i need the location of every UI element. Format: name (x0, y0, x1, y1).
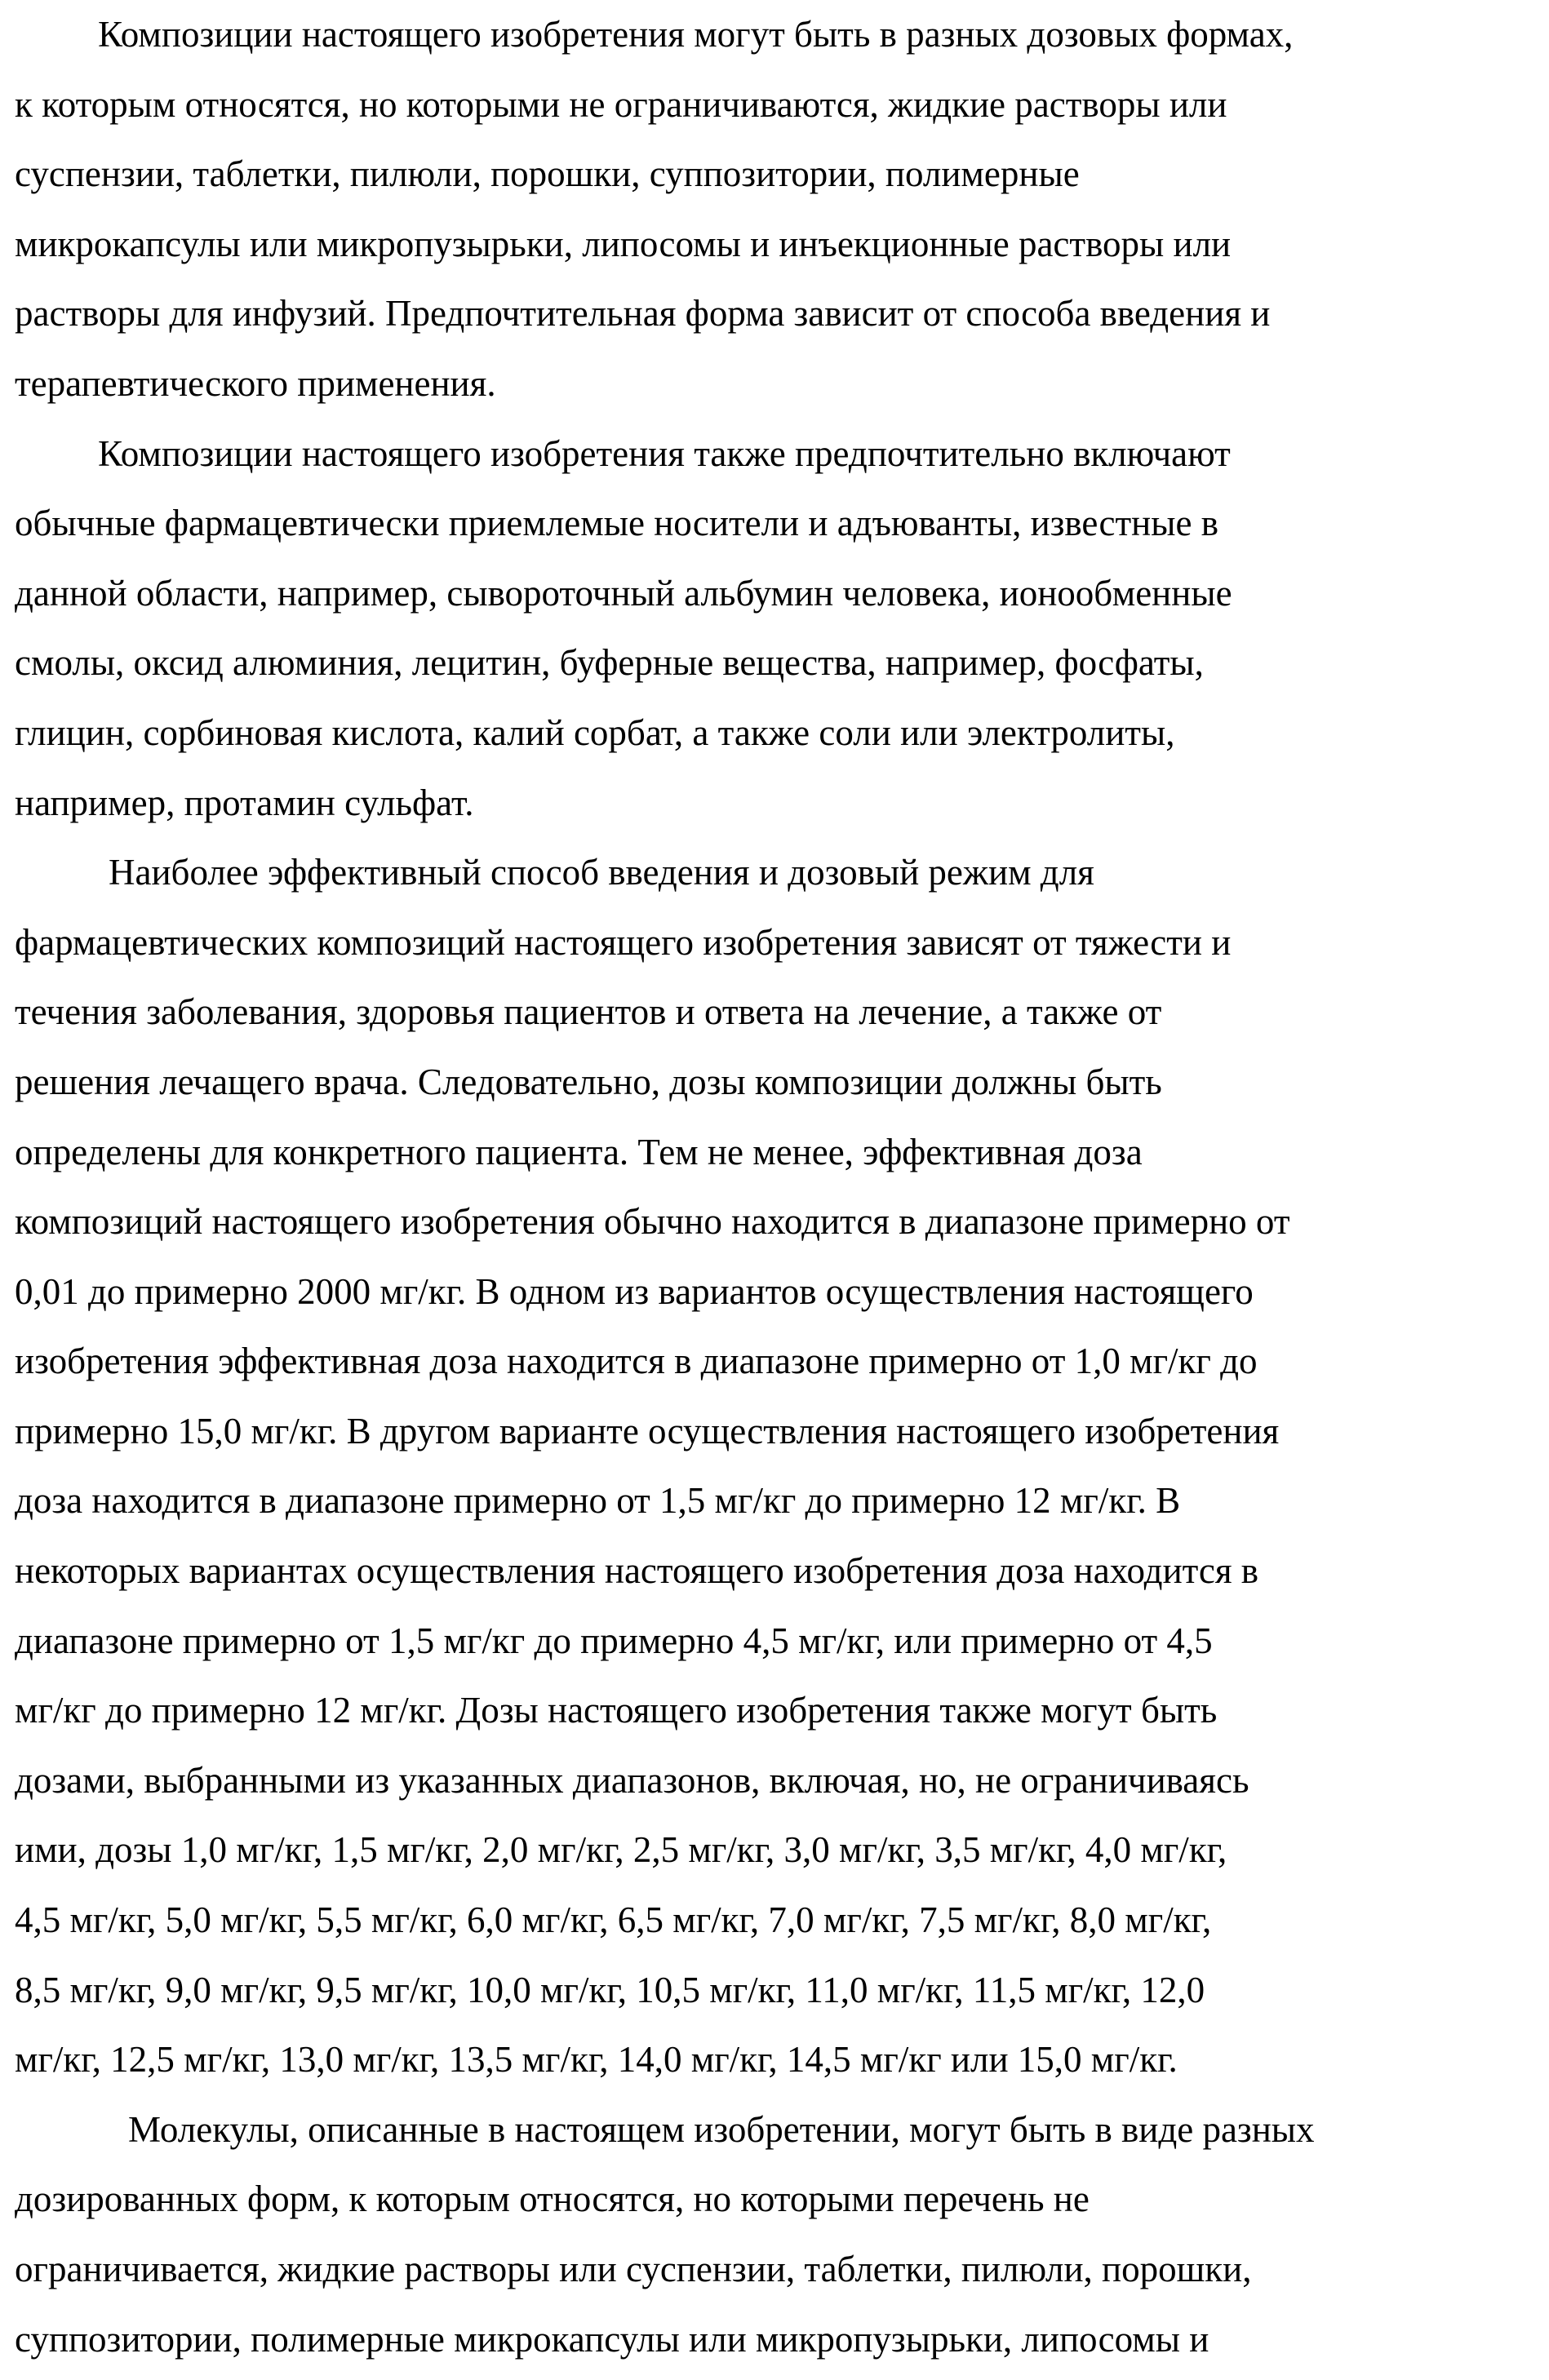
text-line: течения заболевания, здоровья пациентов и ответа на лечение, а также от (15, 977, 1525, 1048)
text-line: решения лечащего врача. Следовательно, дозы композиции должны быть (15, 1048, 1525, 1118)
paragraph (15, 419, 1525, 839)
text-line: микрокапсулы или микропузырьки, липосомы и инъекционные растворы или (15, 210, 1525, 280)
text-line: к которым относятся, но которыми не ограничиваются, жидкие растворы или (15, 70, 1525, 140)
text-line: смолы, оксид алюминия, лецитин, буферные вещества, например, фосфаты, (15, 628, 1525, 698)
text-line: мг/кг до примерно 12 мг/кг. Дозы настоящего изобретения также могут быть (15, 1676, 1525, 1746)
text-line: 8,5 мг/кг, 9,0 мг/кг, 9,5 мг/кг, 10,0 мг/кг, 10,5 мг/кг, 11,0 мг/кг, 11,5 мг/кг, 12,0 (15, 1956, 1525, 2026)
text-line: растворы для инфузий. Предпочтительная форма зависит от способа введения и (15, 279, 1525, 349)
text-line: диапазоне примерно от 1,5 мг/кг до примерно 4,5 мг/кг, или примерно от 4,5 (15, 1607, 1525, 1677)
text-line: 4,5 мг/кг, 5,0 мг/кг, 5,5 мг/кг, 6,0 мг/кг, 6,5 мг/кг, 7,0 мг/кг, 7,5 мг/кг, 8,0 мг/кг, (15, 1886, 1525, 1956)
text-line: некоторых вариантах осуществления настоящего изобретения доза находится в (15, 1536, 1525, 1607)
paragraph (15, 838, 1525, 2095)
paragraph (15, 0, 1525, 419)
text-line: обычные фармацевтически приемлемые носители и адъюванты, известные в (15, 489, 1525, 559)
text-line: дозами, выбранными из указанных диапазонов, включая, но, не ограничиваясь (15, 1746, 1525, 1816)
text-line: примерно 15,0 мг/кг. В другом варианте осуществления настоящего изобретения (15, 1397, 1525, 1467)
text-line: ими, дозы 1,0 мг/кг, 1,5 мг/кг, 2,0 мг/кг, 2,5 мг/кг, 3,0 мг/кг, 3,5 мг/кг, 4,0 мг/кг, (15, 1815, 1525, 1886)
text-line: Молекулы, описанные в настоящем изобретении, могут быть в виде разных (15, 2095, 1525, 2165)
text-line: Композиции настоящего изобретения могут быть в разных дозовых формах, (15, 0, 1525, 70)
text-line: фармацевтических композиций настоящего изобретения зависят от тяжести и (15, 908, 1525, 978)
text-line: композиций настоящего изобретения обычно находится в диапазоне примерно от (15, 1187, 1525, 1257)
text-line: данной области, например, сывороточный альбумин человека, ионообменные (15, 559, 1525, 629)
text-line: 0,01 до примерно 2000 мг/кг. В одном из вариантов осуществления настоящего (15, 1257, 1525, 1327)
text-line: например, протамин сульфат. (15, 769, 1525, 839)
text-line: глицин, сорбиновая кислота, калий сорбат, а также соли или электролиты, (15, 698, 1525, 769)
text-line: суспензии, таблетки, пилюли, порошки, суппозитории, полимерные (15, 140, 1525, 210)
text-line: доза находится в диапазоне примерно от 1,5 мг/кг до примерно 12 мг/кг. В (15, 1466, 1525, 1536)
text-line: ограничивается, жидкие растворы или суспензии, таблетки, пилюли, порошки, (15, 2235, 1525, 2305)
text-line: определены для конкретного пациента. Тем не менее, эффективная доза (15, 1118, 1525, 1188)
text-line: изобретения эффективная доза находится в диапазоне примерно от 1,0 мг/кг до (15, 1327, 1525, 1397)
text-line: мг/кг, 12,5 мг/кг, 13,0 мг/кг, 13,5 мг/кг, 14,0 мг/кг, 14,5 мг/кг или 15,0 мг/кг. (15, 2025, 1525, 2095)
text-line: суппозитории, полимерные микрокапсулы или микропузырьки, липосомы и (15, 2305, 1525, 2375)
text-line: Композиции настоящего изобретения также предпочтительно включают (15, 419, 1525, 490)
document-page (15, 0, 1525, 2374)
text-line: дозированных форм, к которым относятся, но которыми перечень не (15, 2165, 1525, 2235)
paragraph (15, 2095, 1525, 2374)
text-line: терапевтического применения. (15, 349, 1525, 419)
text-line: Наиболее эффективный способ введения и дозовый режим для (15, 838, 1525, 908)
